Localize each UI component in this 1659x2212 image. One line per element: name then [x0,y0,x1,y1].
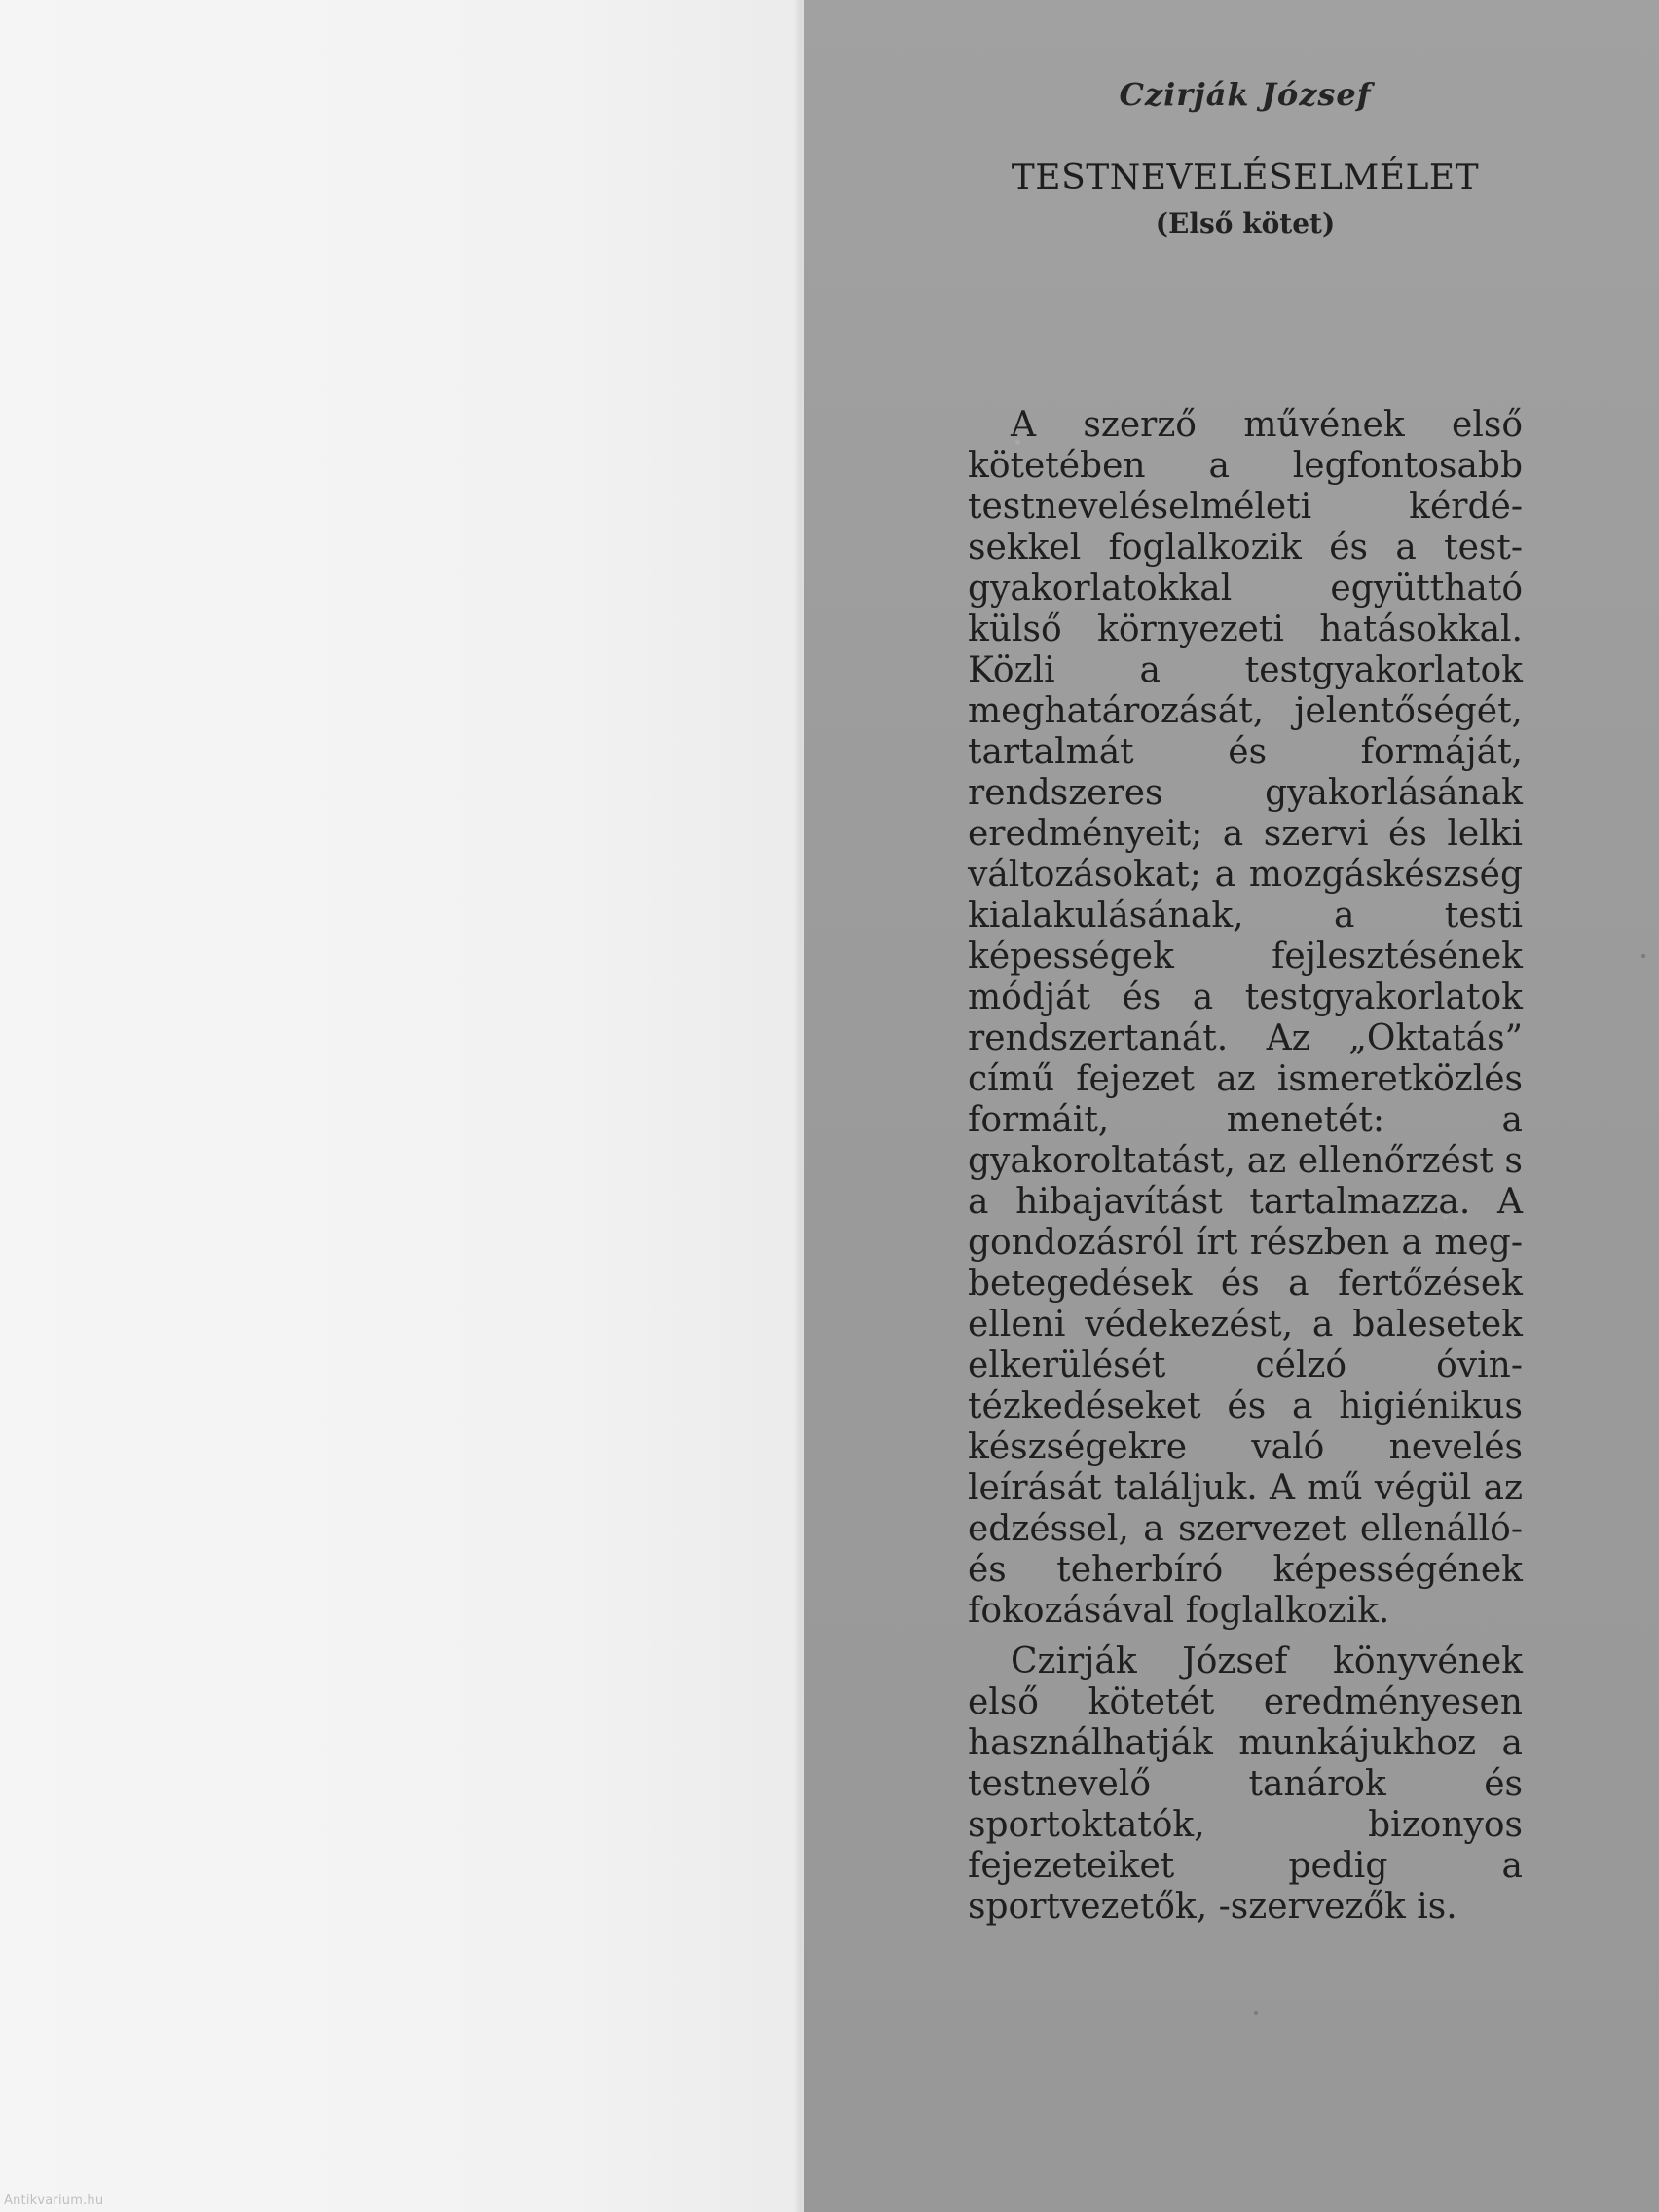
author-name: Czirják József [1119,76,1372,113]
left-blank-page [0,0,802,2212]
book-jacket-flap [804,0,1659,2212]
print-speck [1254,2011,1258,2015]
book-title: TESTNEVELÉSELMÉLET [1011,158,1480,198]
description-text [968,405,1523,1928]
watermark-text: Antikvarium.hu [4,2194,104,2208]
description-paragraph-1: A szerző művének első kötetében a legfontosabb testneveléselméleti kérdésekkel foglalkozik és a testgyakorlatokkal együttható külső környezeti hatásokkal. Közli a testgyakorlatok meghatározását, jelentőségét, tartalmát és formáját, rendszeres gyakorlásának eredményeit; a szervi és lelki változásokat; a mozgáskészség kialakulásának, a testi képességek fejlesztésének módját és a testgyakorlatok rendszertanát. Az „Oktatás” című fejezet az ismeretközlés formáit, menetét: a gyakoroltatást, az ellenőrzést s a hibajavítást tartalmazza. A gondozásról írt részben a megbetegedések és a fertőzések elleni védekezést, a balesetek elkerülését célzó óvintézkedéseket és a higiénikus készségekre való nevelés leírását találjuk. A mű végül az edzéssel, a szervezet ellenálló- és teherbíró képességének fokozásával foglalkozik. [968,405,1523,1631]
print-speck [1641,954,1645,958]
description-paragraph-2: Czirják József könyvének első kötetét eredményesen használhatják munkájukhoz a testnevelő tanárok és sportoktatók, bizonyos fejezeteiket pedig a sportvezetők, -szervezők is. [968,1641,1523,1927]
volume-label: (Első kötet) [1155,207,1336,240]
flap-text-block [968,56,1523,1928]
